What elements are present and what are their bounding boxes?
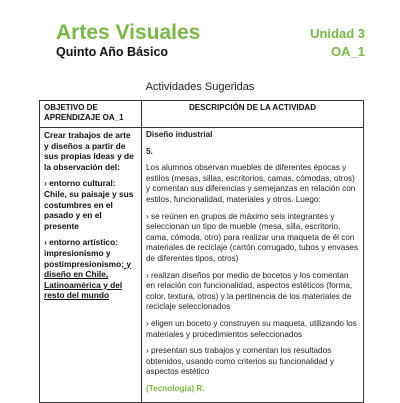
unit-label: Unidad 3 (310, 26, 365, 41)
objective-cell (40, 128, 142, 403)
activities-table (39, 100, 364, 403)
table-header-row (40, 101, 364, 128)
section-title: Actividades Sugeridas (145, 81, 255, 93)
objective-item-cultural: › entorno cultural: Chile, su paisaje y sus costumbres en el pasado y en el presente (44, 178, 134, 231)
document-subtitle: Quinto Año Básico (56, 45, 169, 59)
objective-item-artistic-underlined: ; y diseño en Chile, Latinoamérica y del resto del mundo (44, 258, 132, 301)
table-row (40, 128, 364, 403)
objective-column-header: OBJETIVO DE APRENDIZAJE OA_1 (40, 101, 142, 128)
activity-step-sketches: › realizan diseños por medio de bocetos y los comentan en relación con funcionalidad, aspectos estéticos (forma, color, textura, otros) y la pertinencia de los materiales de reciclaje seleccionados (146, 270, 353, 312)
description-cell (142, 128, 364, 403)
description-column-header: DESCRIPCIÓN DE LA ACTIVIDAD (142, 101, 364, 128)
objective-intro: Crear trabajos de arte y diseños a partir de sus propias ideas y de la observación del: (44, 130, 134, 172)
activity-step-present: › presentan sus trabajos y comentan los resultados obtenidos, usando como criterios su funcionalidad y aspectos estético (146, 346, 334, 377)
activity-step-build: › eligen un boceto y construyen su maqueta, utilizando los materiales y procedimientos seleccionados (146, 318, 357, 339)
page-header (0, 0, 400, 70)
activity-heading: Diseño industrial (146, 130, 213, 139)
activity-number: 5. (146, 146, 153, 156)
objective-code: OA_1 (331, 44, 365, 59)
activity-step-groups: › se reúnen en grupos de máximo seis integrantes y seleccionan un tipo de mueble (mesa, silla, escritorio, cama, cómoda, otro) para realizar una maqueta de él con materiales de reciclaje (cartón corrugado, tubos y envases de diferentes tipos, otros) (146, 211, 359, 263)
document-title: Artes Visuales (56, 21, 201, 44)
objective-item-artistic (44, 237, 137, 301)
objective-item-artistic-text: › entorno artístico: impresionismo y postimpresionismo (44, 237, 122, 269)
activity-footer-note: (Tecnología) R. (146, 383, 205, 393)
activity-paragraph-intro: Los alumnos observan muebles de diferentes épocas y estilos (mesas, sillas, escritorios, camas, cómodas, otros) y comentan sus diferencias y semejanzas en relación con estilos, funcionalidad, materiales y otros. Luego: (146, 163, 356, 204)
